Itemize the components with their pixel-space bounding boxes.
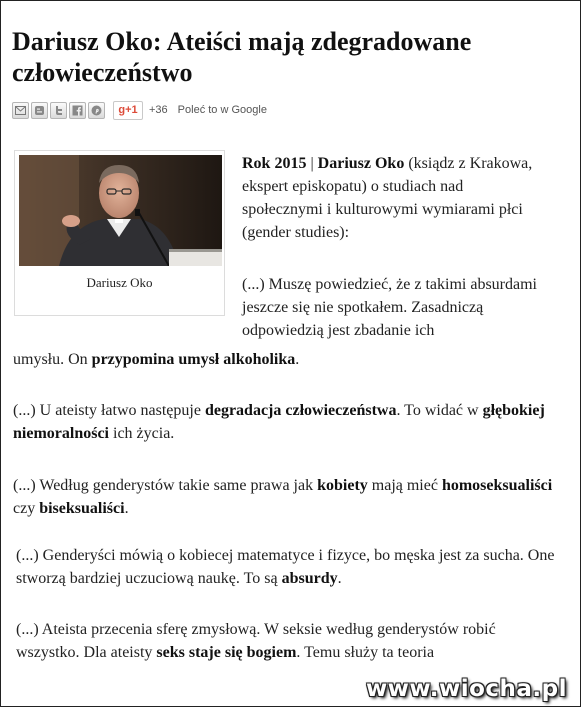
year-label: Rok 2015 — [242, 155, 307, 172]
quote-paragraph-4: (...) Genderyści mówią o kobiecej matematyce i fizyce, bo męska jest za sucha. One stworzą bardziej uczuciową naukę. To są absurdy. — [16, 547, 555, 587]
author-photo — [19, 155, 222, 266]
facebook-icon[interactable] — [69, 102, 86, 119]
google-plus-count: +36 — [149, 104, 168, 116]
photo-caption: Dariusz Oko — [86, 275, 153, 290]
intro-paragraph: Rok 2015 | Dariusz Oko (ksiądz z Krakowa, ekspert episkopatu) o studiach nad społecznymi i kulturowymi wymiarami płci (gender studies): — [242, 155, 533, 241]
quote-1-highlight: przypomina umysł alkoholika — [91, 351, 296, 368]
email-icon[interactable] — [12, 102, 29, 119]
quote-paragraph-1-top — [242, 273, 542, 342]
author-name: Dariusz Oko — [317, 155, 405, 172]
quote-paragraph-3: (...) Według genderystów takie same prawa jak kobiety mają mieć homoseksualiści czy biseksualiści. — [13, 477, 553, 517]
share-bar — [12, 100, 267, 120]
twitter-icon[interactable] — [50, 102, 67, 119]
google-plus-one-button[interactable]: g+1 — [113, 101, 143, 120]
recommend-google-text[interactable]: Poleć to w Google — [177, 104, 267, 116]
quote-paragraph-2: (...) U ateisty łatwo następuje degradacja człowieczeństwa. To widać w głębokiej niemoralności ich życia. — [13, 402, 545, 442]
pinterest-icon[interactable] — [88, 102, 105, 119]
quote-1-lead: (...) Muszę powiedzieć, że z takimi absurdami jeszcze się nie spotkałem. Zasadniczą odpowiedzią jest zbadanie ich — [242, 276, 537, 339]
article-title: Dariusz Oko: Ateiści mają zdegradowane człowieczeństwo — [12, 27, 472, 87]
quote-paragraph-1-end: umysłu. On przypomina umysł alkoholika. — [13, 351, 300, 368]
quote-paragraph-5: (...) Ateista przecenia sferę zmysłową. W seksie według genderystów robić wszystko. Dla ateisty seks staje się bogiem. Temu służy ta teoria — [16, 621, 496, 661]
site-watermark: www.wiocha.pl — [365, 676, 567, 702]
blogger-icon[interactable] — [31, 102, 48, 119]
